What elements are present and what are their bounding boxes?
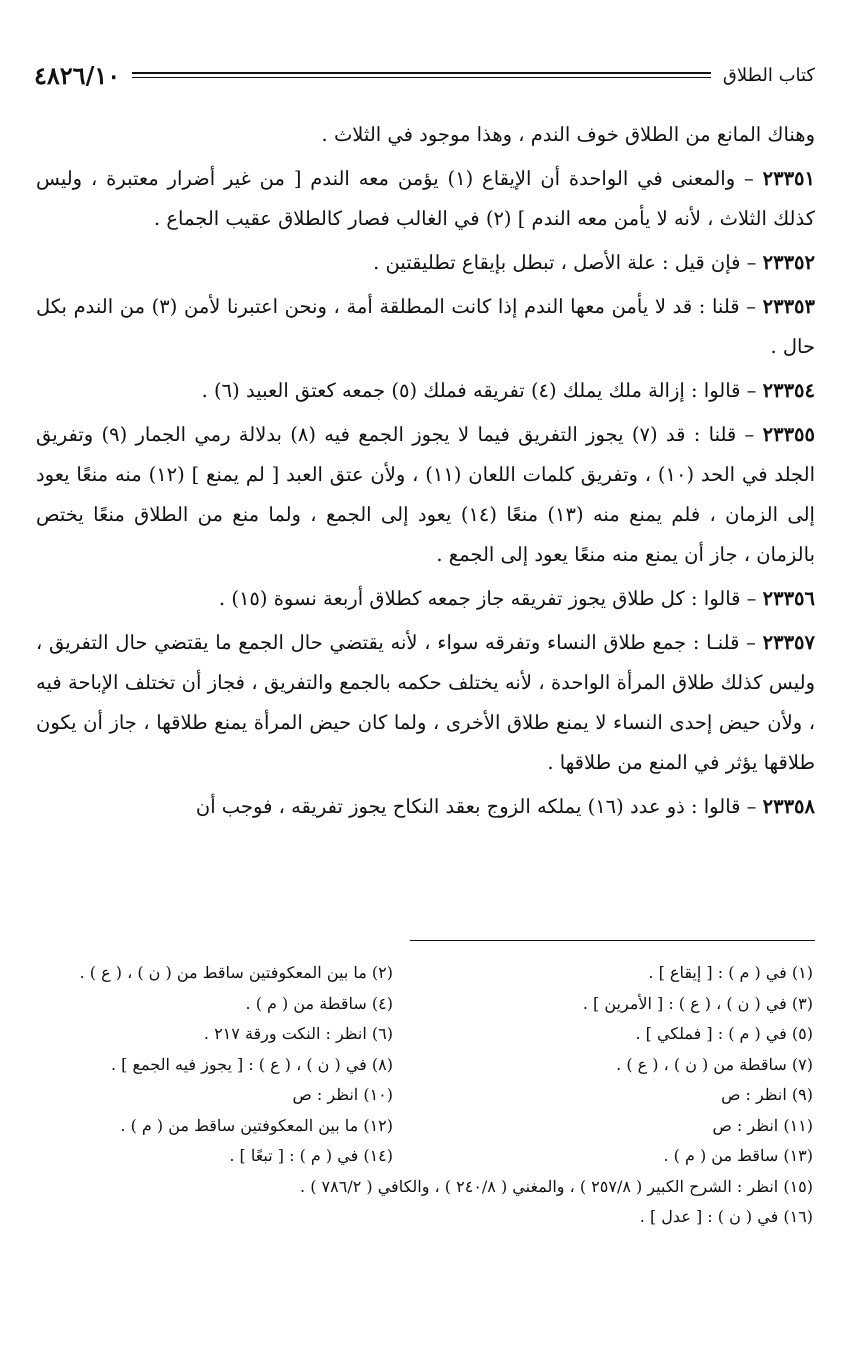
footnote-row [36,1050,813,1081]
paragraph [36,787,815,827]
footnote: (١٢) ما بين المعكوفتين ساقط من ( م ) . [120,1115,393,1135]
footnote: (٩) انظر : ص [721,1085,813,1104]
paragraph [36,115,815,155]
paragraph [36,159,815,239]
paragraph-text: وهناك المانع من الطلاق خوف الندم ، وهذا موجود في الثلاث . [321,123,815,146]
header-rule [132,72,711,78]
footnote: (٧) ساقطة من ( ن ) ، ( ع ) . [616,1054,813,1074]
paragraph-number: ٢٣٣٥٥ [762,423,815,446]
footnote: (١٦) في ( ن ) : [ عدل ] . [639,1207,813,1226]
book-title: كتاب الطلاق [722,64,815,86]
paragraph-text: – قلنـا : جمع طلاق النساء وتفرقه سواء ، لأنه يقتضي حال الجمع ما يقتضي حال التفريق ، وليس كذلك طلاق المرأة الواحدة ، لأنه يختلف حكمه بالجمع والتفريق ، فجاز أن تختلف الإباحة فيه ، ولأن حيض إحدى النساء لا يمنع طلاق الأخرى ، ولما كان حيض المرأة يمنع طلاقها ، جاز أن يكون طلاقها يؤثر في المنع من طلاقها . [36,631,815,774]
footnote: (١) في ( م ) : [ إيقاع ] . [648,963,813,982]
footnote-row [36,1019,813,1050]
footnotes [36,958,813,1233]
paragraph-text: – فإن قيل : علة الأصل ، تبطل بإيقاع تطليقتين . [373,251,757,274]
paragraph [36,287,815,367]
footnote: (٢) ما بين المعكوفتين ساقط من ( ن ) ، ( ع ) . [79,963,393,982]
paragraph-text: – قلنا : قد لا يأمن معها الندم إذا كانت المطلقة أمة ، ونحن اعتبرنا لأمن (٣) من الندم بكل حال . [36,295,815,358]
footnote: (٣) في ( ن ) ، ( ع ) : [ الأمرين ] . [582,993,813,1013]
main-text [36,115,815,831]
paragraph-number: ٢٣٣٥٤ [762,379,815,402]
paragraph-text: – قالوا : كل طلاق يجوز تفريقه جاز جمعه كطلاق أربعة نسوة (١٥) . [218,587,757,610]
footnote: (٦) انظر : النكت ورقة ٢١٧ . [203,1024,393,1043]
footnote: (١٠) انظر : ص [292,1085,393,1104]
paragraph [36,579,815,619]
footnote-row [36,989,813,1020]
paragraph [36,371,815,411]
footnote-row [36,1080,813,1111]
paragraph-text: – قالوا : ذو عدد (١٦) يملكه الزوج بعقد النكاح يجوز تفريقه ، فوجب أن [195,795,757,818]
paragraph-number: ٢٣٣٥٢ [762,251,815,274]
footnote-row [36,1141,813,1172]
footnote: (٤) ساقطة من ( م ) . [245,993,393,1013]
paragraph-number: ٢٣٣٥٦ [762,587,815,610]
footnote: (٥) في ( م ) : [ فملكي ] . [635,1024,813,1043]
paragraph-text: – قالوا : إزالة ملك يملك (٤) تفريقه فملك (٥) جمعه كعتق العبيد (٦) . [201,379,757,402]
paragraph-number: ٢٣٣٥٨ [762,795,815,818]
paragraph-number: ٢٣٣٥١ [762,167,815,190]
page-number: ٤٨٢٦/١٠ [34,60,121,90]
paragraph [36,415,815,575]
paragraph-number: ٢٣٣٥٣ [762,295,815,318]
footnote: (١٤) في ( م ) : [ تبعًا ] . [229,1146,393,1165]
paragraph [36,243,815,283]
paragraph [36,623,815,783]
paragraph-number: ٢٣٣٥٧ [762,631,815,654]
footnote-row [36,958,813,989]
paragraph-text: – والمعنى في الواحدة أن الإيقاع (١) يؤمن معه الندم [ من غير أضرار معتبرة ، وليس كذلك الثلاث ، لأنه لا يأمن معه الندم ] (٢) في الغالب فصار كالطلاق عقيب الجماع . [36,167,815,230]
footnote-divider [410,940,815,941]
footnote-row [36,1111,813,1142]
footnote: (٨) في ( ن ) ، ( ع ) : [ يجوز فيه الجمع ] . [111,1054,393,1074]
footnote: (١١) انظر : ص [712,1115,813,1135]
running-header [34,58,815,92]
paragraph-text: – قلنا : قد (٧) يجوز التفريق فيما لا يجوز الجمع فيه (٨) بدلالة رمي الجمار (٩) وتفريق الجلد في الحد (١٠) ، وتفريق كلمات اللعان (١١) ، ولأن عتق العبد [ لم يمنع ] (١٢) منه منعًا يعود إلى الزمان ، فلم يمنع منه (١٣) منعًا (١٤) يعود إلى الجمع ، ولما منع من الطلاق منعًا يختص بالزمان ، جاز أن يمنع منه منعًا يعود إلى الجمع . [36,423,815,566]
footnote: (١٣) ساقط من ( م ) . [663,1146,813,1165]
footnote: (١٥) انظر : الشرح الكبير ( ٢٥٧/٨ ) ، والمغني ( ٢٤٠/٨ ) ، والكافي ( ٧٨٦/٢ ) . [300,1176,813,1196]
